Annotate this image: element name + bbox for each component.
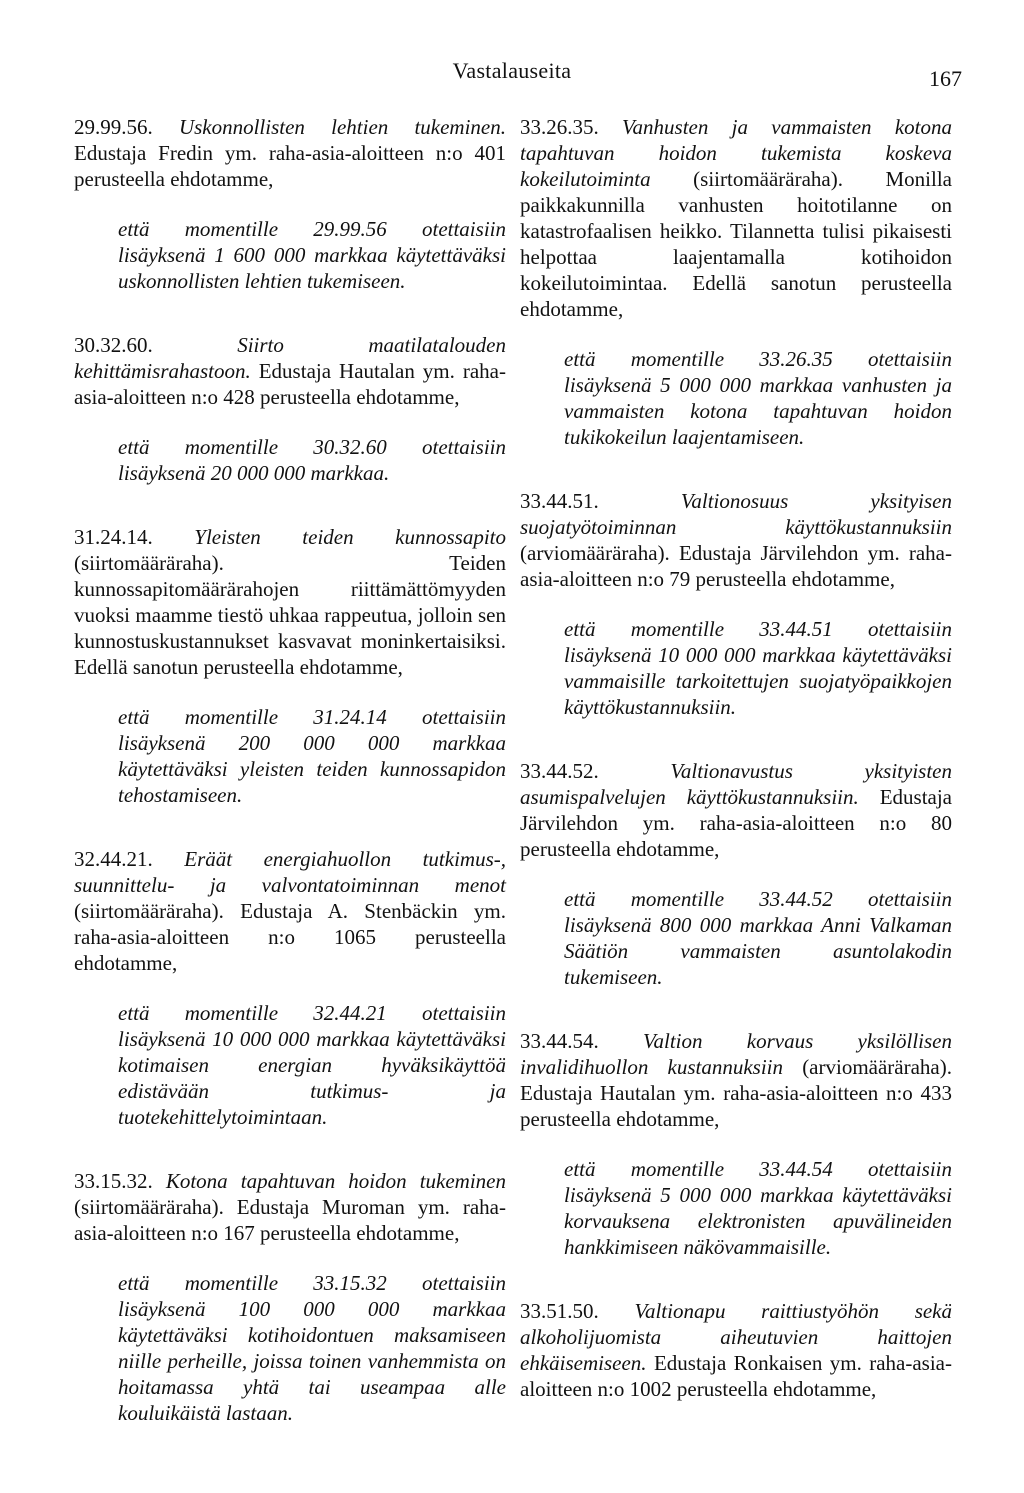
page-number: 167	[929, 66, 962, 91]
entry-code: 33.51.50.	[520, 1299, 599, 1323]
entry-paragraph	[74, 114, 506, 192]
budget-entry	[520, 488, 952, 720]
entry-code: 33.26.35.	[520, 115, 599, 139]
entry-code: 29.99.56.	[74, 115, 153, 139]
budget-entry	[74, 524, 506, 808]
entry-title: Siirto maatilatalouden kehittämisrahastoon.	[74, 333, 506, 383]
entry-title: Kotona tapahtuvan hoidon tukeminen	[165, 1169, 507, 1193]
budget-entry	[74, 332, 506, 486]
entry-paragraph	[74, 524, 506, 680]
entry-paragraph	[520, 1298, 952, 1402]
entry-motion: että momentille 33.44.51 otettaisiin lisäyksenä 10 000 000 markkaa käytettäväksi vammaisille tarkoitettujen suojatyöpaikkojen käyttökustannuksiin.	[564, 617, 952, 719]
entry-title: Yleisten teiden kunnossapito	[194, 525, 506, 549]
entry-code: 32.44.21.	[74, 847, 153, 871]
entry-motion: että momentille 31.24.14 otettaisiin lisäyksenä 200 000 000 markkaa käytettäväksi yleisten teiden kunnossapidon tehostamiseen.	[118, 705, 506, 807]
entry-paragraph	[520, 488, 952, 592]
budget-entry	[520, 114, 952, 450]
budget-entry	[74, 114, 506, 294]
entry-body: Edustaja Järvilehdon ym. raha-asia-aloitteen n:o 80 perusteella ehdotamme,	[520, 785, 952, 861]
entry-body: (arviomääräraha). Edustaja Hautalan ym. raha-asia-aloitteen n:o 433 perusteella ehdotamme,	[520, 1055, 952, 1131]
right-column	[520, 114, 952, 1440]
entry-body: Edustaja Ronkaisen ym. raha-asia-aloitteen n:o 1002 perusteella ehdotamme,	[520, 1351, 952, 1401]
budget-entry	[74, 846, 506, 1130]
entry-body: Edustaja Hautalan ym. raha-asia-aloitteen n:o 428 perusteella ehdotamme,	[74, 359, 506, 409]
entry-paragraph	[520, 1028, 952, 1132]
entry-body: (arviomääräraha). Edustaja Järvilehdon ym. raha-asia-aloitteen n:o 79 perusteella ehdotamme,	[520, 541, 952, 591]
entry-title: Valtion korvaus yksilöllisen invalidihuollon kustannuksiin	[520, 1029, 952, 1079]
entry-paragraph	[520, 758, 952, 862]
entry-paragraph	[520, 114, 952, 322]
entry-title: Eräät energiahuollon tutkimus-, suunnittelu- ja valvontatoiminnan menot	[74, 847, 507, 897]
left-column	[74, 114, 506, 1464]
entry-motion: että momentille 32.44.21 otettaisiin lisäyksenä 10 000 000 markkaa käytettäväksi kotimaisen energian hyväksikäyttöä edistävään tutkimus- ja tuotekehittelytoimintaan.	[118, 1001, 506, 1129]
entry-code: 33.15.32.	[74, 1169, 153, 1193]
entry-paragraph	[74, 332, 506, 410]
entry-motion: että momentille 30.32.60 otettaisiin lisäyksenä 20 000 000 markkaa.	[118, 435, 506, 485]
entry-body: (siirtomääräraha). Monilla paikkakunnilla vanhusten hoitotilanne on katastrofaalisen heikko. Tilannetta tulisi pikaisesti helpottaa laajentamalla kotihoidon kokeilutoimintaa. Edellä sanotun perusteella ehdotamme,	[520, 167, 952, 321]
entry-motion: että momentille 33.44.54 otettaisiin lisäyksenä 5 000 000 markkaa käytettäväksi korvauksena elektronisten apuvälineiden hankkimiseen näkövammaisille.	[564, 1157, 952, 1259]
entry-code: 30.32.60.	[74, 333, 153, 357]
entry-title: Valtionapu raittiustyöhön sekä alkoholijuomista aiheutuvien haittojen ehkäisemiseen.	[520, 1299, 953, 1375]
entry-body: Edustaja Fredin ym. raha-asia-aloitteen n:o 401 perusteella ehdotamme,	[74, 141, 506, 191]
entry-title: Valtionosuus yksityisen suojatyötoiminnan käyttökustannuksiin	[520, 489, 953, 539]
entry-body: (siirtomääräraha). Teiden kunnossapitomäärärahojen riittämättömyyden vuoksi maamme tiestö uhkaa rappeutua, jolloin sen kunnostuskustannukset kasvavat moninkertaisiksi. Edellä sanotun perusteella ehdotamme,	[74, 551, 506, 679]
entry-code: 33.44.52.	[520, 759, 599, 783]
running-title: Vastalauseita	[452, 58, 572, 83]
entry-motion: että momentille 33.15.32 otettaisiin lisäyksenä 100 000 000 markkaa käytettäväksi kotihoidontuen maksamiseen niille perheille, joissa toinen vanhemmista on hoitamassa yhtä tai useampaa alle kouluikäistä lastaan.	[118, 1271, 506, 1425]
entry-motion: että momentille 33.26.35 otettaisiin lisäyksenä 5 000 000 markkaa vanhusten ja vammaisten kotona tapahtuvan hoidon tukikokeilun laajentamiseen.	[564, 347, 952, 449]
entry-motion: että momentille 29.99.56 otettaisiin lisäyksenä 1 600 000 markkaa käytettäväksi uskonnollisten lehtien tukemiseen.	[118, 217, 506, 293]
entry-code: 33.44.51.	[520, 489, 599, 513]
entry-title: Valtionavustus yksityisten asumispalvelujen käyttökustannuksiin.	[520, 759, 952, 809]
budget-entry	[520, 758, 952, 990]
entry-code: 33.44.54.	[520, 1029, 599, 1053]
budget-entry	[520, 1298, 952, 1402]
budget-entry	[74, 1168, 506, 1426]
entry-body: (siirtomääräraha). Edustaja A. Stenbäckin ym. raha-asia-aloitteen n:o 1065 perusteella ehdotamme,	[74, 899, 506, 975]
entry-body: (siirtomääräraha). Edustaja Muroman ym. raha-asia-aloitteen n:o 167 perusteella ehdotamme,	[74, 1195, 506, 1245]
entry-paragraph	[74, 1168, 506, 1246]
budget-entry	[520, 1028, 952, 1260]
entry-title: Uskonnollisten lehtien tukeminen.	[178, 115, 506, 139]
entry-title: Vanhusten ja vammaisten kotona tapahtuvan hoidon tukemista koskeva kokeilutoiminta	[520, 115, 952, 191]
entry-paragraph	[74, 846, 506, 976]
entry-motion: että momentille 33.44.52 otettaisiin lisäyksenä 800 000 markkaa Anni Valkaman Säätiön vammaisten asuntolakodin tukemiseen.	[564, 887, 952, 989]
entry-code: 31.24.14.	[74, 525, 153, 549]
